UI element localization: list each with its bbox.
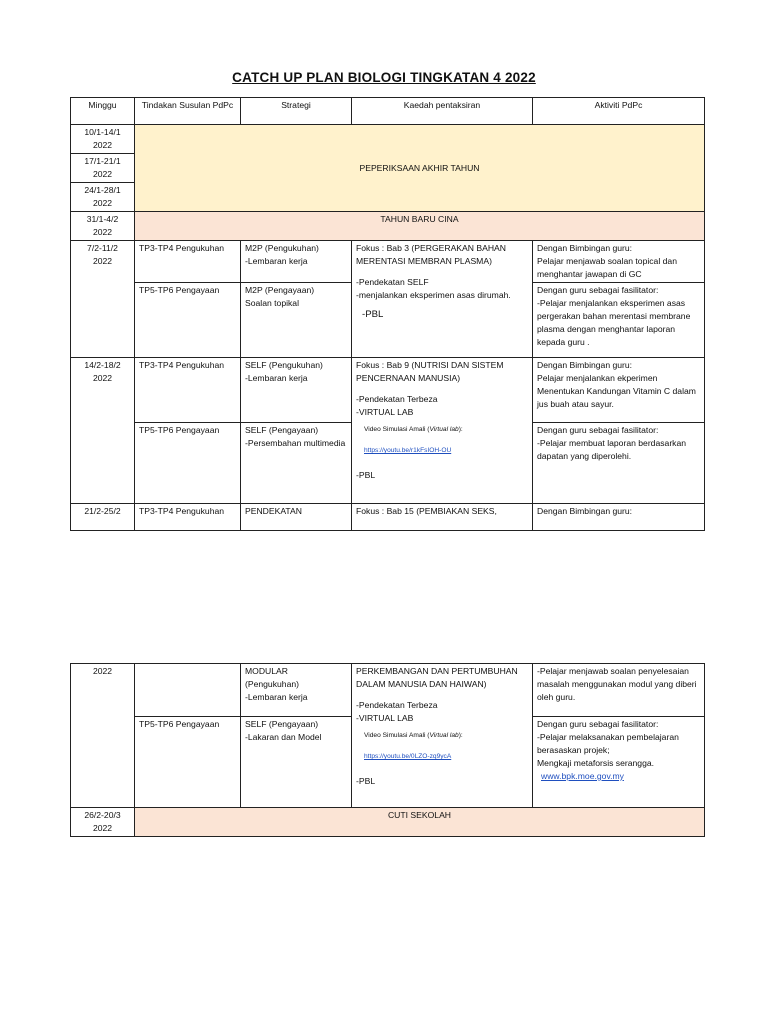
- strategi-cell: SELF (Pengayaan) -Lakaran dan Model: [241, 717, 352, 808]
- cny-banner: TAHUN BARU CINA: [135, 212, 705, 241]
- tindakan-cell: TP5-TP6 Pengayaan: [135, 717, 241, 808]
- strategi-cell: SELF (Pengukuhan) -Lembaran kerja: [241, 358, 352, 423]
- week-cell: 26/2-20/3 2022: [71, 808, 135, 837]
- aktiviti-cell: -Pelajar menjawab soalan penyelesaian masalah menggunakan modul yang diberi oleh guru.: [533, 664, 705, 717]
- strategi-cell: M2P (Pengukuhan) -Lembaran kerja: [241, 241, 352, 283]
- table-header-row: [71, 98, 705, 125]
- kaedah-cell: Fokus : Bab 9 (NUTRISI DAN SISTEM PENCERNAAN MANUSIA) -Pendekatan Terbeza -VIRTUAL LAB Video Simulasi Amali (Virtual lab): https://youtu.be/r1kFsIOH-OU -PBL: [352, 358, 533, 504]
- page-title: CATCH UP PLAN BIOLOGI TINGKATAN 4 2022: [232, 70, 536, 85]
- tindakan-cell: TP5-TP6 Pengayaan: [135, 283, 241, 358]
- holiday-banner: CUTI SEKOLAH: [135, 808, 705, 837]
- video-link[interactable]: https://youtu.be/r1kFsIOH-OU: [364, 447, 452, 454]
- table-row: [71, 664, 705, 717]
- strategi-cell: PENDEKATAN: [241, 504, 352, 531]
- table-row: [71, 212, 705, 241]
- aktiviti-cell: Dengan guru sebagai fasilitator: -Pelajar menjalankan eksperimen asas pergerakan bahan merentasi membrane plasma dengan menghantar laporan kepada guru .: [533, 283, 705, 358]
- strategi-cell: SELF (Pengayaan) -Persembahan multimedia: [241, 423, 352, 504]
- table-row: [71, 125, 705, 154]
- strategi-cell: M2P (Pengayaan) Soalan topikal: [241, 283, 352, 358]
- catch-up-plan-table: [70, 97, 705, 531]
- header-aktiviti: Aktiviti PdPc: [533, 98, 705, 125]
- tindakan-cell: TP3-TP4 Pengukuhan: [135, 241, 241, 283]
- week-cell: 7/2-11/2 2022: [71, 241, 135, 358]
- catch-up-plan-table-continued: [70, 663, 705, 837]
- week-cell: 14/2-18/2 2022: [71, 358, 135, 504]
- table-row: [71, 358, 705, 423]
- week-cell: 10/1-14/1 2022: [71, 125, 135, 154]
- bpk-link[interactable]: www.bpk.moe.gov.my: [541, 771, 624, 781]
- week-cell: 21/2-25/2: [71, 504, 135, 531]
- aktiviti-cell: Dengan guru sebagai fasilitator: -Pelajar melaksanakan pembelajaran berasaskan projek; Mengkaji metaforsis serangga. www.bpk.moe.gov.my: [533, 717, 705, 808]
- exam-banner: PEPERIKSAAN AKHIR TAHUN: [135, 125, 705, 212]
- tindakan-cell: TP3-TP4 Pengukuhan: [135, 504, 241, 531]
- video-link[interactable]: https://youtu.be/0LZO-zq9ycA: [364, 753, 452, 760]
- header-strategi: Strategi: [241, 98, 352, 125]
- header-kaedah: Kaedah pentaksiran: [352, 98, 533, 125]
- strategi-cell: MODULAR (Pengukuhan) -Lembaran kerja: [241, 664, 352, 717]
- video-label: Video Simulasi Amali (Virtual lab):: [364, 732, 463, 739]
- header-tindakan: Tindakan Susulan PdPc: [135, 98, 241, 125]
- tindakan-cell: TP5-TP6 Pengayaan: [135, 423, 241, 504]
- kaedah-cell: Fokus : Bab 3 (PERGERAKAN BAHAN MERENTASI MEMBRAN PLASMA) -Pendekatan SELF -menjalankan eksperimen asas dirumah. -PBL: [352, 241, 533, 358]
- aktiviti-cell: Dengan guru sebagai fasilitator: -Pelajar membuat laporan berdasarkan dapatan yang diperolehi.: [533, 423, 705, 504]
- week-cell: 2022: [71, 664, 135, 808]
- tindakan-cell: [135, 664, 241, 717]
- header-minggu: Minggu: [71, 98, 135, 125]
- video-label: Video Simulasi Amali (Virtual lab):: [364, 426, 463, 433]
- aktiviti-cell: Dengan Bimbingan guru: Pelajar menjawab soalan topical dan menghantar jawapan di GC: [533, 241, 705, 283]
- week-cell: 24/1-28/1 2022: [71, 183, 135, 212]
- week-cell: 31/1-4/2 2022: [71, 212, 135, 241]
- kaedah-cell: Fokus : Bab 15 (PEMBIAKAN SEKS,: [352, 504, 533, 531]
- table-row: [71, 241, 705, 283]
- tindakan-cell: TP3-TP4 Pengukuhan: [135, 358, 241, 423]
- week-cell: 17/1-21/1 2022: [71, 154, 135, 183]
- aktiviti-cell: Dengan Bimbingan guru:: [533, 504, 705, 531]
- table-row: [71, 504, 705, 531]
- kaedah-cell: PERKEMBANGAN DAN PERTUMBUHAN DALAM MANUSIA DAN HAIWAN) -Pendekatan Terbeza -VIRTUAL LAB Video Simulasi Amali (Virtual lab): https://youtu.be/0LZO-zq9ycA -PBL: [352, 664, 533, 808]
- table-row: [71, 808, 705, 837]
- aktiviti-cell: Dengan Bimbingan guru: Pelajar menjalankan ekperimen Menentukan Kandungan Vitamin C dalam jus buah atau sayur.: [533, 358, 705, 423]
